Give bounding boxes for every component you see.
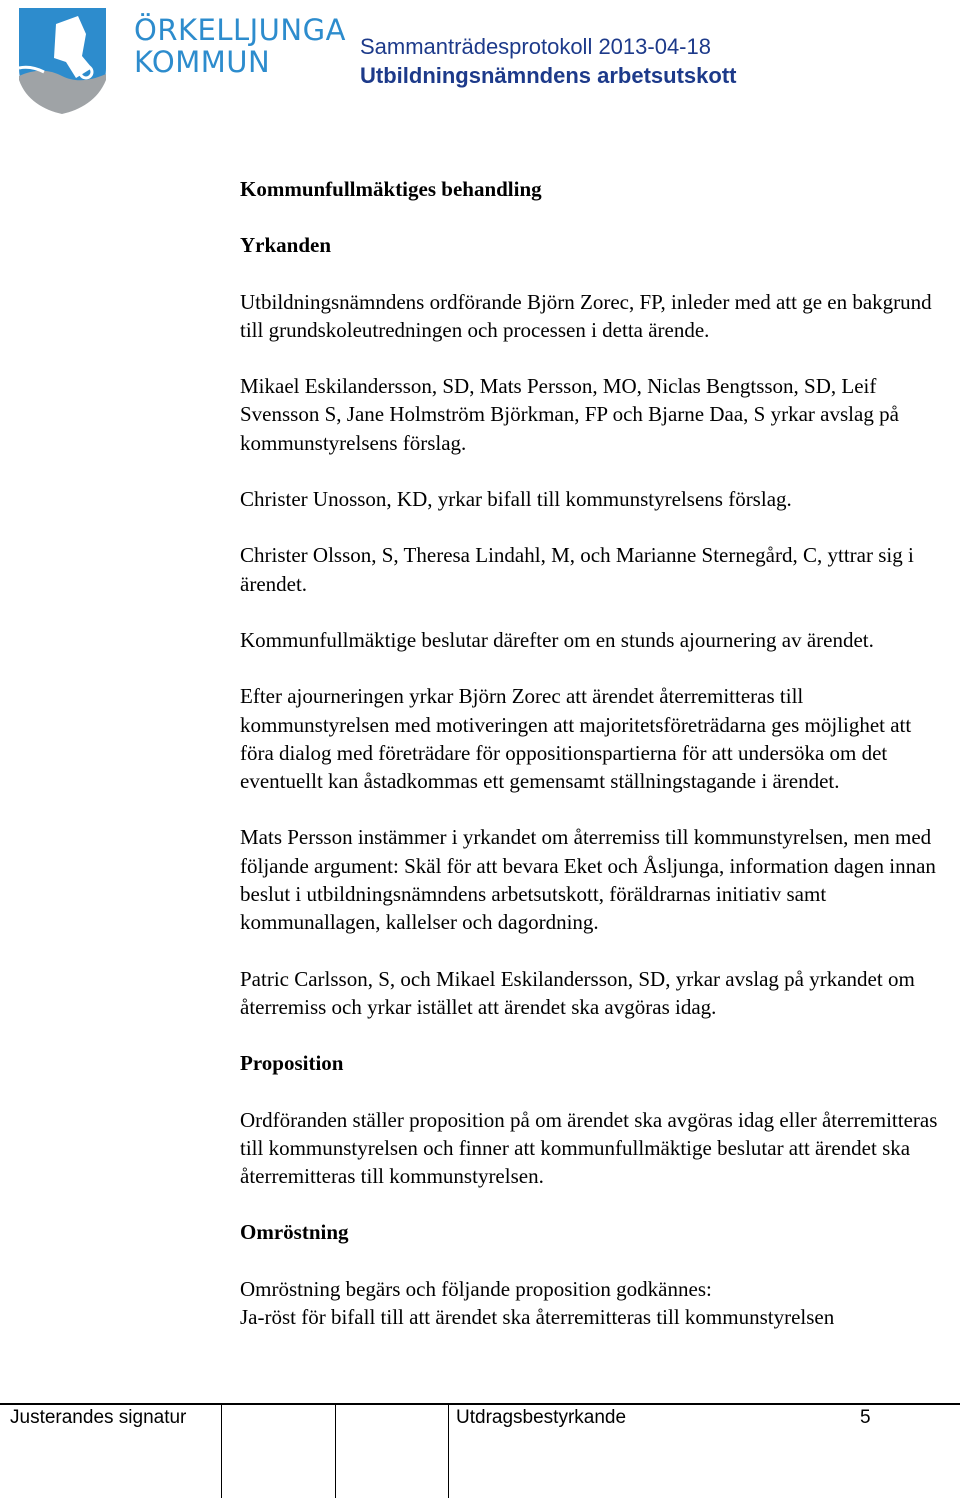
extract-label: Utdragsbestyrkande [456, 1407, 627, 1428]
section-heading-proposition: Proposition [240, 1051, 344, 1076]
paragraph: Utbildningsnämndens ordförande Björn Zorec, FP, inleder med att ge en bakgrund till grundskoleutredningen och processen i detta ärende. [240, 289, 932, 342]
paragraph: Ordföranden ställer proposition på om ärendet ska avgöras idag eller återremitteras till kommunstyrelsen och finner att kommunfullmäktige beslutar att ärendet ska återremitteras till kommunstyrelsen. [240, 1107, 938, 1189]
page-number: 5 [860, 1407, 871, 1428]
section-heading-main: Kommunfullmäktiges behandling [240, 177, 542, 201]
logo-text-line2: KOMMUN [134, 45, 271, 79]
footer-divider [0, 1403, 960, 1405]
paragraph: Kommunfullmäktige beslutar därefter om en stunds ajournering av ärendet. [240, 627, 874, 652]
paragraph: Mikael Eskilandersson, SD, Mats Persson, MO, Niclas Bengtsson, SD, Leif Svensson S, Jane Holmström Björkman, FP och Bjarne Daa, S yrkar avslag på kommunstyrelsens förslag. [240, 374, 899, 455]
municipality-logo [16, 6, 346, 118]
footer-column-divider [221, 1405, 222, 1498]
paragraph: Efter ajourneringen yrkar Björn Zorec att ärendet återremitteras till kommunstyrelsen med motiveringen att majoritetsföreträdarna ges möjlighet att föra dialog med företrädare för oppositionspartierna för att undersöka om det eventuellt kan åstadkommas ett gemensamt ställningstagande i ärendet. [240, 684, 912, 794]
paragraph-voting [240, 1275, 945, 1332]
section-heading-yrkanden: Yrkanden [240, 233, 332, 258]
document-body [240, 175, 945, 1331]
voting-line-1: Omröstning begärs och följande proposition godkännes: [240, 1276, 712, 1301]
footer-column-divider [448, 1405, 449, 1498]
paragraph: Christer Unosson, KD, yrkar bifall till kommunstyrelsens förslag. [240, 487, 792, 512]
paragraph: Mats Persson instämmer i yrkandet om återremiss till kommunstyrelsen, men med följande argument: Skäl för att bevara Eket och Åsljunga, information dagen innan beslut i utbildningsnämndens arbetsutskott, föräldrarnas initiativ samt kommunallagen, kallelser och dagordning. [240, 825, 936, 935]
signature-label: Justerandes signatur [10, 1407, 187, 1428]
document-title: Sammanträdesprotokoll 2013-04-18 [360, 34, 711, 59]
paragraph: Patric Carlsson, S, och Mikael Eskilandersson, SD, yrkar avslag på yrkandet om återremiss och yrkar istället att ärendet ska avgöras idag. [240, 966, 915, 1019]
section-heading-omrostning: Omröstning [240, 1220, 349, 1245]
footer-column-divider [335, 1405, 336, 1498]
logo-emblem-icon [16, 6, 116, 116]
committee-name: Utbildningsnämndens arbetsutskott [360, 63, 737, 88]
paragraph: Christer Olsson, S, Theresa Lindahl, M, och Marianne Sternegård, C, yttrar sig i ärendet. [240, 543, 914, 596]
voting-line-2: Ja-röst för bifall till att ärendet ska återremitteras till kommunstyrelsen [240, 1305, 835, 1330]
logo-text-line1: ÖRKELLJUNGA [134, 13, 346, 47]
